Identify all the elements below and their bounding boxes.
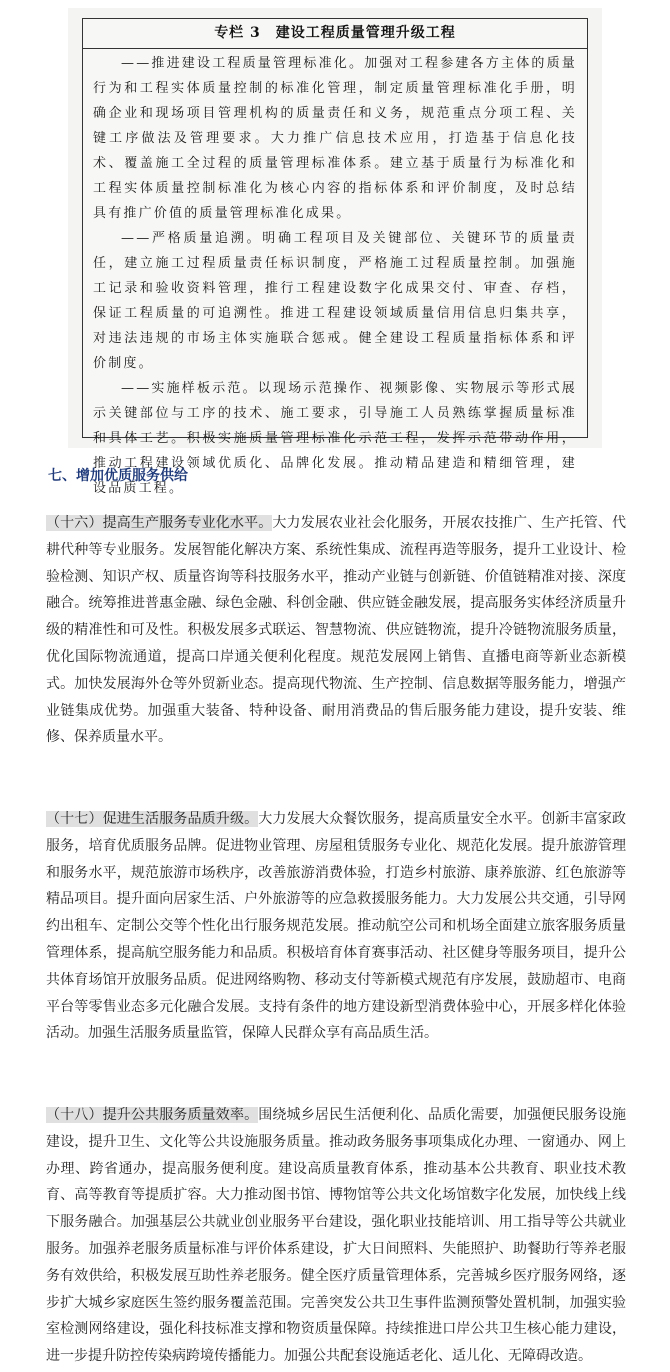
paragraph-text: 大力发展大众餐饮服务，提高质量安全水平。创新丰富家政服务，培育优质服务品牌。促进物业管理、房屋租赁服务专业化、规范化发展。提升旅游管理和服务水平，规范旅游市场秩序，改善旅游消费体验，打造乡村旅游、康养旅游、红色旅游等精品项目。提升面向居家生活、户外旅游等的应急救援服务能力。大力发展公共交通，引导网约出租车、定制公交等个性化出行服务规范发展。推动航空公司和机场全面建立旅客服务质量管理体系，提高航空服务能力和品质。积极培育体育赛事活动、社区健身等服务项目，提升公共体育场馆开放服务品质。促进网络购物、移动支付等新模式规范有序发展，鼓励超市、电商平台等零售业态多元化融合发展。支持有条件的地方建设新型消费体验中心，开展多样化体验活动。加强生活服务质量监管，保障人民群众享有高品质生活。 bbox=[46, 811, 626, 1042]
paragraph-label: （十六）提高生产服务专业化水平。 bbox=[46, 515, 273, 531]
sidebar-paragraph: ——严格质量追溯。明确工程项目及关键部位、关键环节的质量责任，建立施工过程质量责任标识制度，严格施工过程质量控制。加强施工记录和验收资料管理，推行工程建设数字化成果交付、审查、存档，保证工程质量的可追溯性。推进工程建设领域质量信用信息归集共享，对违法违规的市场主体实施联合惩戒。健全建设工程质量指标体系和评价制度。 bbox=[93, 231, 577, 371]
paragraph-label: （十七）促进生活服务品质升级。 bbox=[46, 811, 259, 827]
sidebar-body bbox=[83, 49, 587, 501]
sidebar-paragraph: ——推进建设工程质量管理标准化。加强对工程参建各方主体的质量行为和工程实体质量控制的标准化管理，制定质量管理标准化手册，明确企业和现场项目管理机构的质量责任和义务，规范重点分项工程、关键工序做法及管理要求。大力推广信息技术应用，打造基于信息化技术、覆盖施工全过程的质量管理标准体系。建立基于质量行为标准化和工程实体质量控制标准化为核心内容的指标体系和评价制度，及时总结具有推广价值的质量管理标准化成果。 bbox=[93, 56, 578, 221]
body-paragraph bbox=[46, 1102, 626, 1370]
paragraph-text: 围绕城乡居民生活便利化、品质化需要，加强便民服务设施建设，提升卫生、文化等公共设施服务质量。推动政务服务事项集成化办理、一窗通办、网上办理、跨省通办，提高服务便利度。建设高质量教育体系，推动基本公共教育、职业技术教育、高等教育等提质扩容。大力推动图书馆、博物馆等公共文化场馆数字化发展，加快线上线下服务融合。加强基层公共就业创业服务平台建设，强化职业技能培训、用工指导等公共就业服务。加强养老服务质量标准与评价体系建设，扩大日间照料、失能照护、助餐助行等养老服务有效供给，积极发展互助性养老服务。健全医疗质量管理体系，完善城乡医疗服务网络，逐步扩大城乡家庭医生签约服务覆盖范围。完善突发公共卫生事件监测预警处置机制，加强实验室检测网络建设，强化科技标准支撑和物资质量保障。持续推进口岸公共卫生核心能力建设，进一步提升防控传染病跨境传播能力。加强公共配套设施适老化、适儿化、无障碍改造。 bbox=[46, 1107, 626, 1365]
paragraph-label: （十八）提升公共服务质量效率。 bbox=[46, 1107, 259, 1123]
sidebar-paragraph: ——实施样板示范。以现场示范操作、视频影像、实物展示等形式展示关键部位与工序的技术、施工要求，引导施工人员熟练掌握质量标准和具体工艺。积极实施质量管理标准化示范工程，发挥示范带动作用，推动工程建设领域优质化、品牌化发展。推动精品建造和精细管理，建设品质工程。 bbox=[93, 381, 578, 496]
paragraph-text: 大力发展农业社会化服务，开展农技推广、生产托管、代耕代种等专业服务。发展智能化解决方案、系统性集成、流程再造等服务，提升工业设计、检验检测、知识产权、质量咨询等科技服务水平，推动产业链与创新链、价值链精准对接、深度融合。统筹推进普惠金融、绿色金融、科创金融、供应链金融发展，提高服务实体经济质量升级的精准性和可及性。积极发展多式联运、智慧物流、供应链物流，提升冷链物流服务质量，优化国际物流通道，提高口岸通关便利化程度。规范发展网上销售、直播电商等新业态新模式。加快发展海外仓等外贸新业态。提高现代物流、生产控制、信息数据等服务能力，增强产业链集成优势。加强重大装备、特种设备、耐用消费品的售后服务能力建设，提升安装、维修、保养质量水平。 bbox=[46, 515, 627, 746]
section-heading: 七、增加优质服务供给 bbox=[48, 468, 188, 484]
body-paragraph bbox=[46, 510, 626, 751]
body-paragraph bbox=[46, 806, 626, 1047]
sidebar-title: 专栏 3 建设工程质量管理升级工程 bbox=[83, 19, 587, 49]
